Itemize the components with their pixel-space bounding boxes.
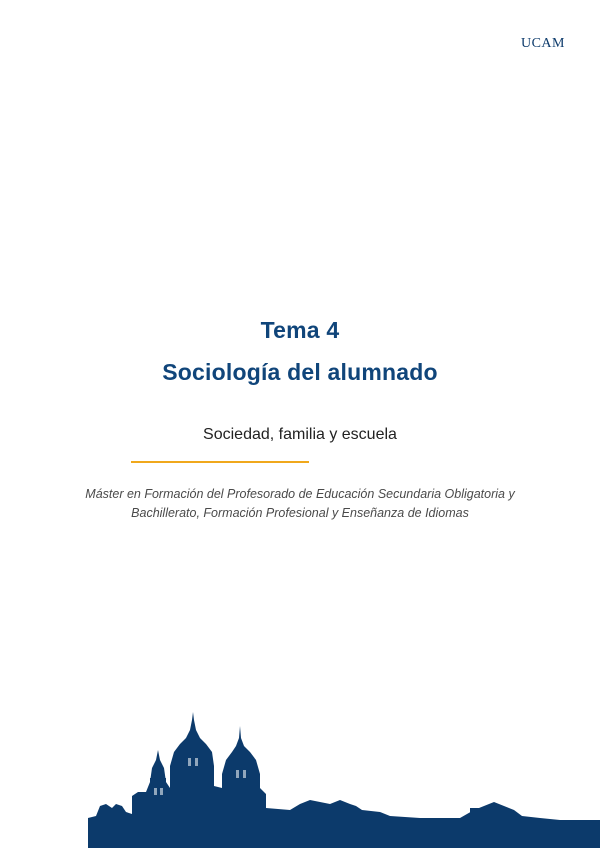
accent-divider — [131, 461, 309, 463]
topic-number: Tema 4 — [260, 317, 340, 343]
program-name: Máster en Formación del Profesorado de Educación Secundaria Obligatoria y Bachillerato, Formación Profesional y Enseñanza de Idiomas — [85, 487, 515, 520]
topic-title: Sociología del alumnado — [162, 359, 438, 385]
topic-subtitle: Sociedad, familia y escuela — [203, 426, 397, 443]
cover-title — [0, 313, 600, 390]
ucam-logo: UCAM — [520, 36, 565, 51]
cathedral-skyline-icon — [0, 708, 600, 848]
